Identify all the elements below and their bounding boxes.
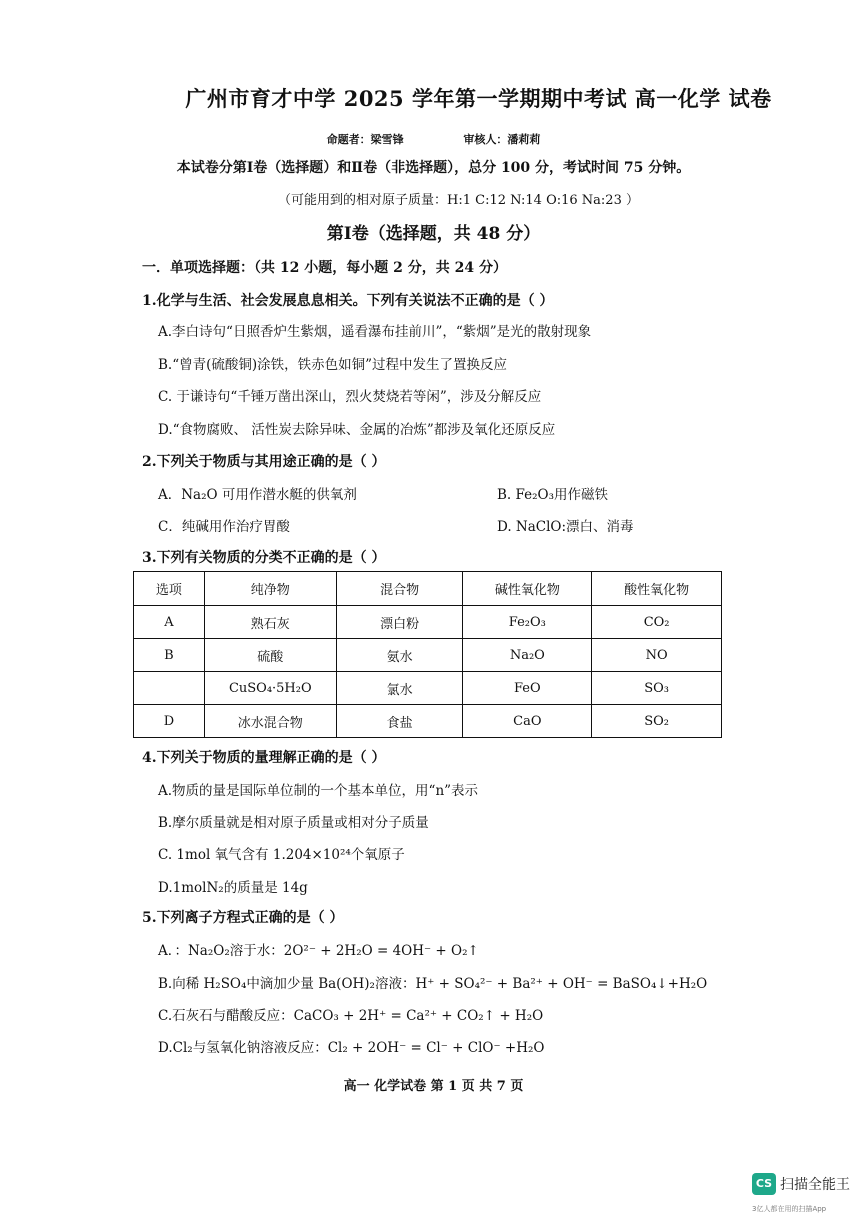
question-1-stem: 1.化学与生活、社会发展息息相关。下列有关说法不正确的是（ ） [142, 293, 554, 309]
section-title: 第Ⅰ卷（选择题，共 48 分） [326, 224, 541, 244]
table-cell: 冰水混合物 [204, 705, 336, 738]
question-2-option-c: C．纯碱用作治疗胃酸 [158, 519, 290, 535]
table-header-cell: 选项 [134, 572, 205, 606]
question-1-option-d: D.“食物腐败、 活性炭去除异味、金属的冶炼”都涉及氧化还原反应 [158, 422, 556, 438]
atomic-mass-note: （可能用到的相对原子质量：H:1 C:12 N:14 O:16 Na:23 ） [278, 193, 639, 208]
question-4-option-c: C. 1mol 氧气含有 1.204×10²⁴个氧原子 [158, 847, 405, 863]
question-2-option-b: B. Fe₂O₃用作磁铁 [497, 487, 609, 503]
table-row [134, 672, 722, 705]
question-2-option-a: A．Na₂O 可用作潜水艇的供氧剂 [158, 487, 357, 503]
table-header-cell: 纯净物 [204, 572, 336, 606]
question-4-stem: 4.下列关于物质的量理解正确的是（ ） [142, 750, 386, 766]
table-cell: SO₂ [592, 705, 722, 738]
question-1-option-a: A.李白诗句“日照香炉生紫烟，遥看瀑布挂前川”，“紫烟”是光的散射现象 [158, 324, 592, 340]
author: 命题者：梁雪锋 [326, 133, 404, 146]
table-header-cell: 碱性氧化物 [463, 572, 592, 606]
question-5-option-b: B.向稀 H₂SO₄中滴加少量 Ba(OH)₂溶液：H⁺ + SO₄²⁻ + Ba²⁺ + OH⁻ = BaSO₄↓+H₂O [158, 976, 708, 992]
table-cell: 熟石灰 [204, 606, 336, 639]
subsection-title: 一．单项选择题：（共 12 小题，每小题 2 分，共 24 分） [142, 260, 507, 276]
table-cell: Fe₂O₃ [463, 606, 592, 639]
table-header-row [134, 572, 722, 606]
table-cell: FeO [463, 672, 592, 705]
table-cell: 氯水 [336, 672, 463, 705]
table-cell: CuSO₄·5H₂O [204, 672, 336, 705]
question-3-stem: 3.下列有关物质的分类不正确的是（ ） [142, 550, 386, 566]
question-5-option-c: C.石灰石与醋酸反应：CaCO₃ + 2H⁺ = Ca²⁺ + CO₂↑ + H₂O [158, 1008, 544, 1024]
author-line [0, 131, 867, 147]
scanner-app-name: 扫描全能王 [780, 1177, 850, 1193]
question-4-option-d: D.1molN₂的质量是 14g [158, 880, 308, 896]
classification-table [133, 571, 722, 738]
table-cell: 硫酸 [204, 639, 336, 672]
question-4-option-b: B.摩尔质量就是相对原子质量或相对分子质量 [158, 815, 429, 831]
table-cell: 氨水 [336, 639, 463, 672]
question-2-stem: 2.下列关于物质与其用途正确的是（ ） [142, 454, 386, 470]
question-5-option-d: D.Cl₂与氢氧化钠溶液反应：Cl₂ + 2OH⁻ = Cl⁻ + ClO⁻ +H₂O [158, 1040, 545, 1056]
question-2-option-d: D. NaClO:漂白、消毒 [497, 519, 634, 535]
table-cell: CO₂ [592, 606, 722, 639]
page-footer: 高一 化学试卷 第 1 页 共 7 页 [343, 1079, 524, 1094]
question-1-option-c: C. 于谦诗句“千锤万凿出深山，烈火焚烧若等闲”，涉及分解反应 [158, 389, 542, 405]
table-cell: SO₃ [592, 672, 722, 705]
scanner-tagline: 3亿人都在用的扫描App [752, 1205, 827, 1213]
exam-title: 广州市育才中学 2025 学年第一学期期中考试 高一化学 试卷 [185, 86, 772, 111]
question-5-option-a: A．：Na₂O₂溶于水：2O²⁻ + 2H₂O = 4OH⁻ + O₂↑ [158, 943, 479, 959]
table-cell: 食盐 [336, 705, 463, 738]
table-header-cell: 混合物 [336, 572, 463, 606]
table-cell: NO [592, 639, 722, 672]
question-5-stem: 5.下列离子方程式正确的是（ ） [142, 910, 344, 926]
table-header-cell: 酸性氧化物 [592, 572, 722, 606]
scanner-logo-icon: CS [752, 1173, 776, 1195]
table-cell: D [134, 705, 205, 738]
table-row [134, 639, 722, 672]
table-cell: CaO [463, 705, 592, 738]
table-row [134, 705, 722, 738]
exam-info: 本试卷分第Ⅰ卷（选择题）和Ⅱ卷（非选择题），总分 100 分，考试时间 75 分钟。 [176, 160, 691, 176]
table-cell: Na₂O [463, 639, 592, 672]
table-cell: 漂白粉 [336, 606, 463, 639]
question-1-option-b: B.“曾青(硫酸铜)涂铁，铁赤色如铜”过程中发生了置换反应 [158, 357, 508, 373]
table-cell: A [134, 606, 205, 639]
table-cell [134, 672, 205, 705]
table-cell: B [134, 639, 205, 672]
table-row [134, 606, 722, 639]
question-4-option-a: A.物质的量是国际单位制的一个基本单位，用“n”表示 [158, 783, 479, 799]
reviewer: 审核人：潘莉莉 [463, 133, 541, 146]
